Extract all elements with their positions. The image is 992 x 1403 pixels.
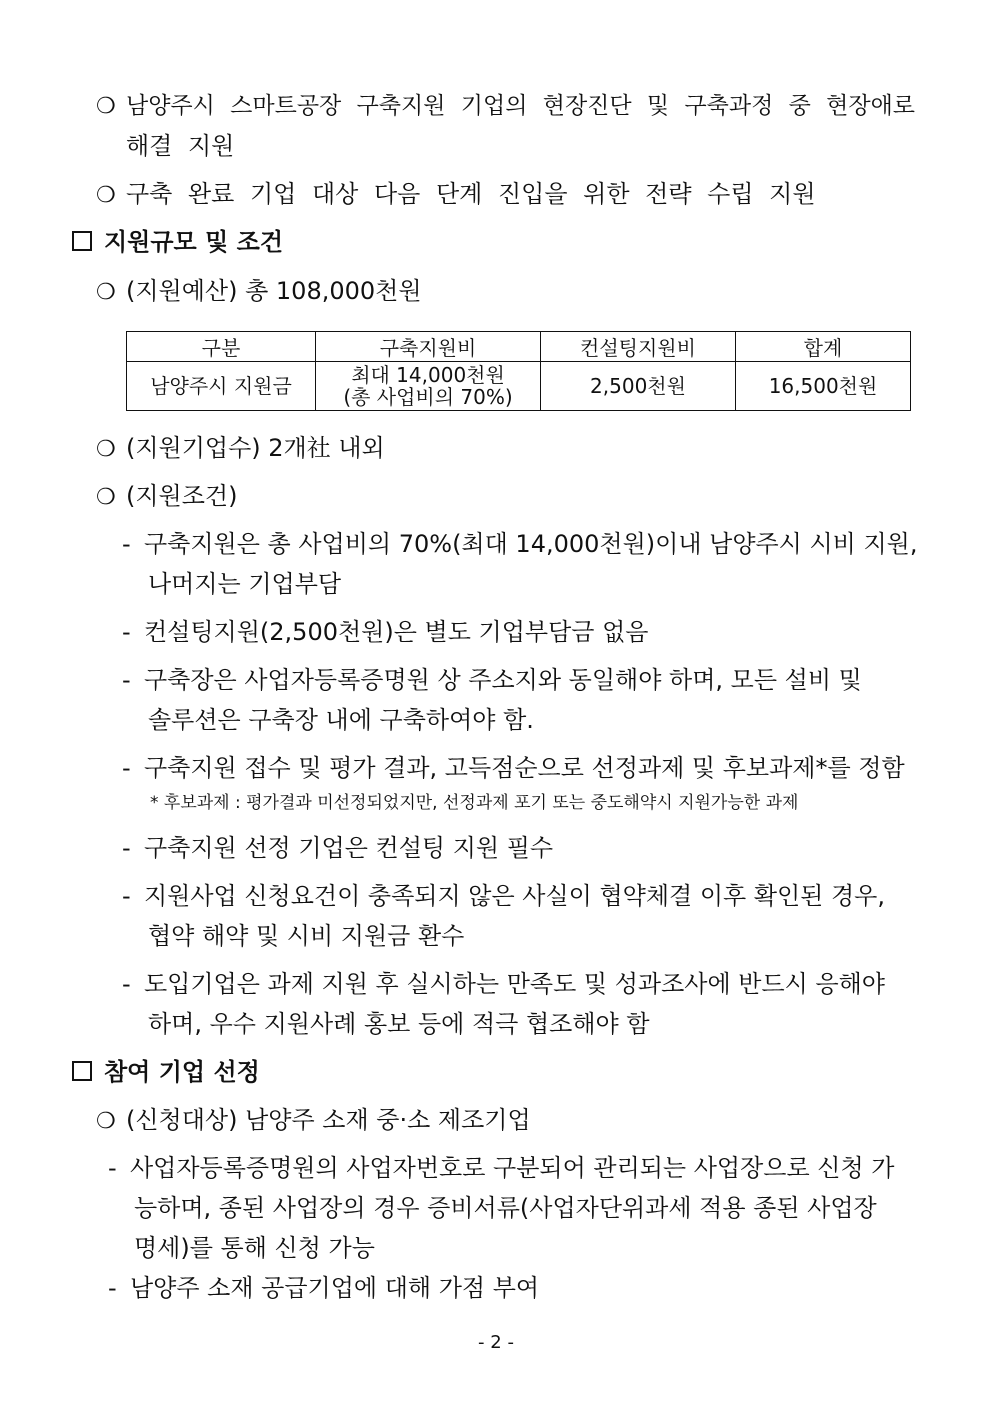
eligibility-text: 남양주 소재 공급기업에 대해 가점 부여	[130, 1274, 540, 1302]
intro-bullet-2-text: 구축 완료 기업 대상 다음 단계 진입을 위한 전략 수립 지원	[126, 180, 816, 208]
build-ratio: (총 사업비의 70%)	[343, 385, 513, 409]
section-heading-support	[72, 224, 283, 260]
dash-bullet-icon: -	[122, 754, 131, 782]
eligibility-text: 사업자등록증명원의 사업자번호로 구분되어 관리되는 사업장으로 신청 가	[130, 1154, 895, 1182]
conditions-title: (지원조건)	[126, 482, 238, 510]
condition-item-6	[122, 878, 885, 914]
table-header: 구분	[127, 332, 316, 362]
table-header: 구축지원비	[316, 332, 541, 362]
budget-bullet	[96, 273, 422, 311]
circle-bullet-icon: ❍	[96, 1109, 116, 1134]
checkbox-square-icon	[72, 1061, 92, 1081]
target-bullet	[96, 1102, 531, 1140]
condition-item-3-cont: 솔루션은 구축장 내에 구축하여야 함.	[148, 706, 534, 734]
table-header-row	[127, 332, 911, 362]
condition-item-2	[122, 614, 648, 650]
condition-item-4	[122, 750, 905, 786]
circle-bullet-icon: ❍	[96, 437, 116, 462]
circle-bullet-icon: ❍	[96, 280, 116, 305]
dash-bullet-icon: -	[122, 970, 131, 998]
dash-bullet-icon: -	[122, 618, 131, 646]
table-cell-consult: 2,500천원	[541, 362, 736, 411]
dash-bullet-icon: -	[122, 834, 131, 862]
condition-text: 지원사업 신청요건이 충족되지 않은 사실이 협약체결 이후 확인된 경우,	[144, 882, 885, 910]
checkbox-square-icon	[72, 231, 92, 251]
section-title: 참여 기업 선정	[104, 1058, 260, 1086]
section-heading-selection	[72, 1054, 260, 1090]
condition-text: 구축지원 선정 기업은 컨설팅 지원 필수	[144, 834, 554, 862]
budget-text: (지원예산) 총 108,000천원	[126, 277, 422, 305]
build-amount: 최대 14,000천원	[351, 363, 505, 387]
condition-text: 컨설팅지원(2,500천원)은 별도 기업부담금 없음	[144, 618, 649, 646]
dash-bullet-icon: -	[122, 882, 131, 910]
condition-item-7-cont: 하며, 우수 지원사례 홍보 등에 적극 협조해야 함	[148, 1010, 650, 1038]
count-text: (지원기업수) 2개社 내외	[126, 434, 385, 462]
target-text: (신청대상) 남양주 소재 중·소 제조기업	[126, 1106, 531, 1134]
dash-bullet-icon: -	[122, 530, 131, 558]
eligibility-item-1-cont: 능하며, 종된 사업장의 경우 증비서류(사업자단위과세 적용 종된 사업장	[134, 1194, 877, 1222]
table-cell-total: 16,500천원	[736, 362, 911, 411]
table-row	[127, 362, 911, 411]
conditions-bullet	[96, 478, 237, 516]
condition-item-7	[122, 966, 885, 1002]
table-header: 합계	[736, 332, 911, 362]
dash-bullet-icon: -	[108, 1154, 117, 1182]
condition-text: 구축지원은 총 사업비의 70%(최대 14,000천원)이내 남양주시 시비 지원,	[144, 530, 918, 558]
condition-item-3	[122, 662, 862, 698]
circle-bullet-icon: ❍	[96, 183, 116, 208]
condition-text: 구축지원 접수 및 평가 결과, 고득점순으로 선정과제 및 후보과제*를 정함	[144, 754, 905, 782]
candidate-note: * 후보과제 : 평가결과 미선정되었지만, 선정과제 포기 또는 중도해약시 지원가능한 과제	[150, 793, 799, 813]
dash-bullet-icon: -	[122, 666, 131, 694]
condition-item-6-cont: 협약 해약 및 시비 지원금 환수	[148, 922, 465, 950]
intro-bullet-1	[96, 88, 915, 125]
condition-text: 도입기업은 과제 지원 후 실시하는 만족도 및 성과조사에 반드시 응해야	[144, 970, 885, 998]
page-number: - 2 -	[478, 1332, 514, 1353]
eligibility-item-1	[108, 1150, 894, 1186]
budget-table	[126, 331, 911, 411]
table-cell-label: 남양주시 지원금	[127, 362, 316, 411]
count-bullet	[96, 430, 385, 468]
table-cell-build	[316, 362, 541, 411]
condition-item-1	[122, 526, 918, 562]
circle-bullet-icon: ❍	[96, 94, 116, 119]
intro-bullet-1-cont: 해결 지원	[126, 132, 235, 160]
circle-bullet-icon: ❍	[96, 485, 116, 510]
eligibility-item-2	[108, 1270, 539, 1306]
intro-bullet-2	[96, 176, 816, 214]
dash-bullet-icon: -	[108, 1274, 117, 1302]
eligibility-item-1-cont2: 명세)를 통해 신청 가능	[134, 1234, 375, 1262]
table-header: 컨설팅지원비	[541, 332, 736, 362]
condition-item-5	[122, 830, 553, 866]
section-title: 지원규모 및 조건	[104, 228, 283, 256]
condition-item-1-cont: 나머지는 기업부담	[148, 570, 342, 598]
intro-bullet-1-text: 남양주시 스마트공장 구축지원 기업의 현장진단 및 구축과정 중 현장애로	[126, 93, 916, 119]
condition-text: 구축장은 사업자등록증명원 상 주소지와 동일해야 하며, 모든 설비 및	[144, 666, 862, 694]
